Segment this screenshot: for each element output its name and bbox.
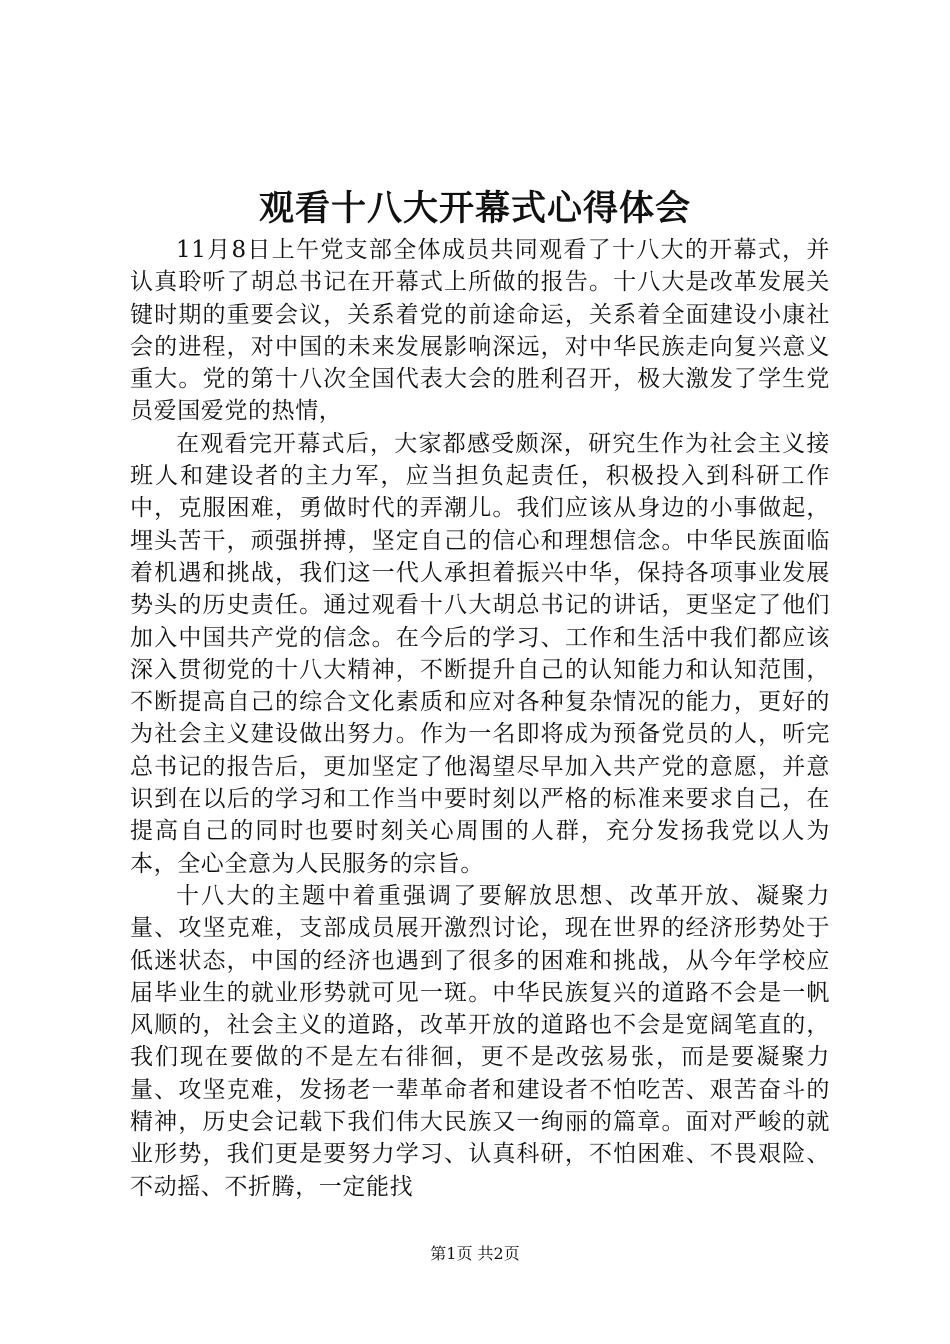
page-footer: 第1页 共2页 — [430, 1244, 520, 1263]
page-title: 观看十八大开幕式心得体会 — [258, 188, 691, 229]
document-body — [130, 234, 830, 1203]
paragraph-2: 在观看完开幕式后，大家都感受颇深，研究生作为社会主义接班人和建设者的主力军，应当担负起责任，积极投入到科研工作中，克服困难，勇做时代的弄潮儿。我们应该从身边的小事做起，埋头苦干，顽强拼搏，坚定自己的信心和理想信念。中华民族面临着机遇和挑战，我们这一代人承担着振兴中华，保持各项事业发展势头的历史责任。通过观看十八大胡总书记的讲话，更坚定了他们加入中国共产党的信念。在今后的学习、工作和生活中我们都应该深入贯彻党的十八大精神，不断提升自己的认知能力和认知范围，不断提高自己的综合文化素质和应对各种复杂情况的能力，更好的为社会主义建设做出努力。作为一名即将成为预备党员的人，听完总书记的报告后，更加坚定了他渴望尽早加入共产党的意愿，并意识到在以后的学习和工作当中要时刻以严格的标准来要求自己，在提高自己的同时也要时刻关心周围的人群，充分发扬我党以人为本，全心全意为人民服务的宗旨。 — [130, 430, 830, 877]
paragraph-1: 11月8日上午党支部全体成员共同观看了十八大的开幕式，并认真聆听了胡总书记在开幕式上所做的报告。十八大是改革发展关键时期的重要会议，关系着党的前途命运，关系着全面建设小康社会的进程，对中国的未来发展影响深远，对中华民族走向复兴意义重大。党的第十八次全国代表大会的胜利召开，极大激发了学生党员爱国爱党的热情， — [130, 237, 830, 425]
paragraph-3: 十八大的主题中着重强调了要解放思想、改革开放、凝聚力量、攻坚克难，支部成员展开激烈讨论，现在世界的经济形势处于低迷状态，中国的经济也遇到了很多的困难和挑战，从今年学校应届毕业生的就业形势就可见一斑。中华民族复兴的道路不会是一帆风顺的，社会主义的道路，改革开放的道路也不会是宽阔笔直的，我们现在要做的不是左右徘徊，更不是改弦易张，而是要凝聚力量、攻坚克难，发扬老一辈革命者和建设者不怕吃苦、艰苦奋斗的精神，历史会记载下我们伟大民族又一绚丽的篇章。面对严峻的就业形势，我们更是要努力学习、认真科研，不怕困难、不畏艰险、不动摇、不折腾，一定能找 — [130, 882, 830, 1200]
